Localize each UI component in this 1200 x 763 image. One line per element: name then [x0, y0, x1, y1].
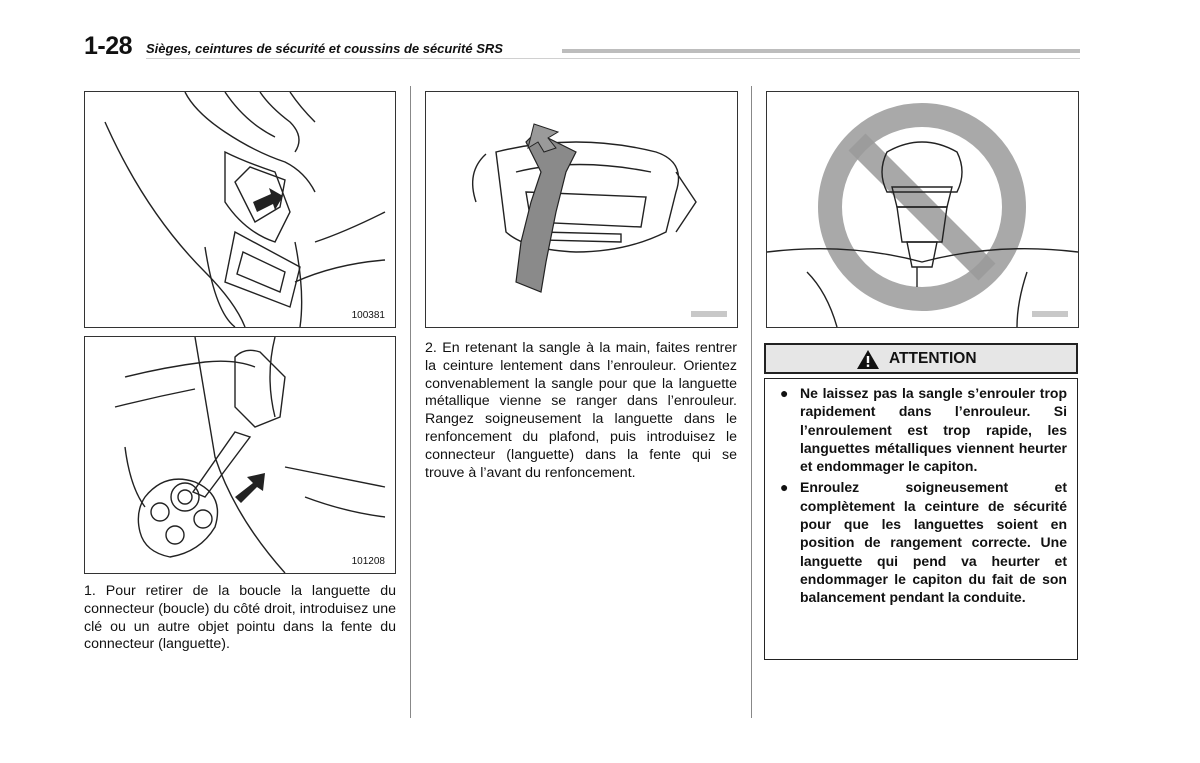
header-rule	[562, 49, 1080, 53]
section-title: Sièges, ceintures de sécurité et coussins de sécurité SRS	[146, 41, 503, 56]
bullet-icon: ●	[780, 479, 789, 496]
instruction-step-1	[84, 583, 396, 654]
page-header	[84, 32, 1080, 62]
attention-title: ATTENTION	[889, 350, 977, 367]
figure-code-illegible	[1032, 311, 1068, 317]
attention-item-text: Enroulez soigneusement et complètement la ceinture de sécurité pour que les languettes soient en position de rangement correcte. Une languette qui pend va heurter et endommager le capiton du fait de son balancement pendant la conduite.	[800, 479, 1067, 606]
key-connector-illustration	[85, 337, 395, 573]
buckle-release-illustration	[85, 92, 395, 327]
figure-code-illegible	[691, 311, 727, 317]
figure-key-connector	[84, 336, 396, 574]
column-divider-left	[410, 86, 411, 718]
figure-buckle-release	[84, 91, 396, 328]
bullet-icon: ●	[780, 385, 789, 401]
step-1-text: 1. Pour retirer de la boucle la languette du connecteur (boucle) du côté droit, introduisez une clé ou un autre objet pointu dans la fente du connecteur (languette).	[84, 583, 396, 653]
warning-triangle-icon	[856, 349, 880, 370]
attention-body	[764, 378, 1078, 660]
attention-list	[777, 384, 1067, 610]
attention-item-text: Ne laissez pas la sangle s’enrouler trop rapidement dans l’enrouleur. Si l’enroulement est trop rapide, les languettes métalliques viennent heurter et endommager le capiton.	[800, 385, 1067, 475]
column-divider-right	[751, 86, 752, 718]
instruction-step-2	[425, 340, 737, 482]
list-item	[777, 478, 1067, 606]
step-2-text: 2. En retenant la sangle à la main, faites rentrer la ceinture lentement dans l’enrouleur. Orientez convenablement la sangle pour que la languette métallique vienne se ranger dans l’enrouleur. Rangez soigneusement la languette dans le renfoncement du plafond, puis introduisez le connecteur (languette) dans la fente qui se trouve à l’avant du renfoncement.	[425, 340, 737, 481]
list-item	[777, 384, 1067, 475]
page-number: 1-28	[84, 32, 133, 60]
figure-strap-retractor	[425, 91, 738, 328]
figure-prohibited-hanging-tongue	[766, 91, 1079, 328]
header-underline	[146, 58, 1080, 59]
strap-retractor-illustration	[426, 92, 737, 327]
figure-code: 101208	[351, 556, 385, 567]
figure-code: 100381	[351, 310, 385, 321]
attention-header	[764, 343, 1078, 374]
prohibition-illustration	[767, 92, 1078, 327]
